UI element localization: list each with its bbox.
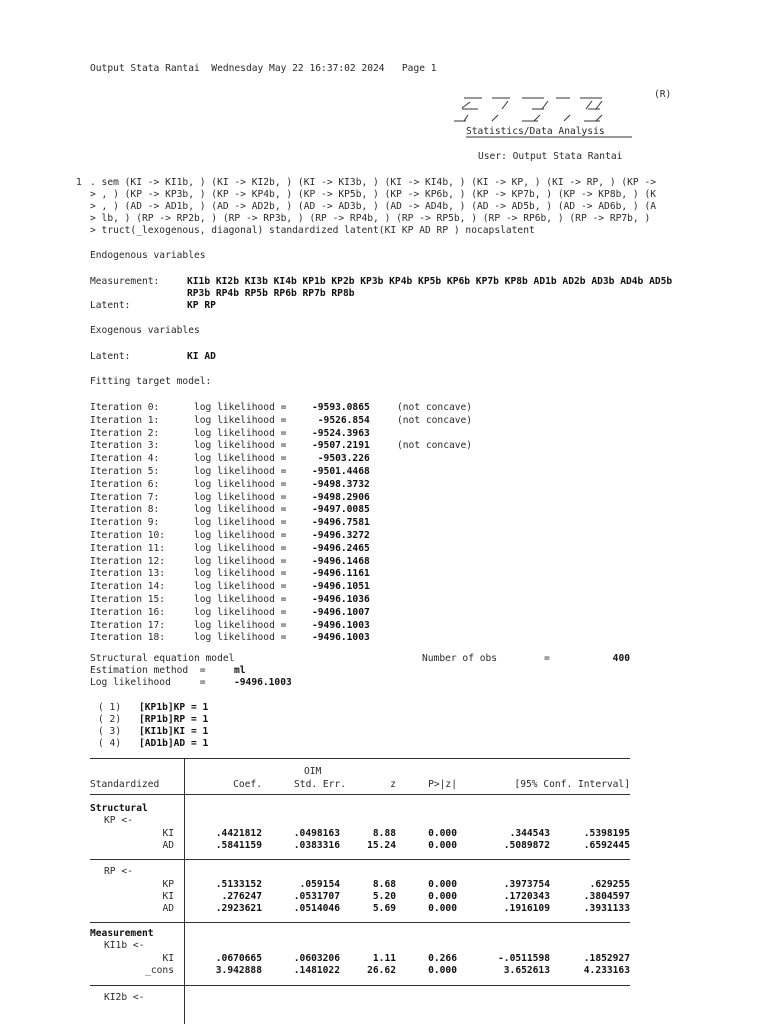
iteration-ll-label: log likelihood = bbox=[194, 466, 287, 477]
iteration-value: -9496.1003 bbox=[312, 632, 370, 644]
ci-upper: .6592445 bbox=[583, 840, 630, 851]
method-label: Estimation method = bbox=[90, 665, 206, 676]
coef-value: .4421812 bbox=[215, 828, 262, 839]
exogenous-latent-label: Latent: bbox=[90, 351, 131, 362]
equation-ki2b: KI2b <- bbox=[104, 992, 145, 1003]
z-value: 8.88 bbox=[372, 828, 396, 839]
iteration-ll-label: log likelihood = bbox=[194, 504, 287, 516]
row-label: KI bbox=[162, 953, 174, 964]
iteration-value: -9503.226 bbox=[312, 453, 370, 465]
ci-lower: -.0511598 bbox=[498, 953, 550, 964]
iteration-label: Iteration 8: bbox=[90, 504, 160, 516]
row-label: KP bbox=[162, 879, 174, 890]
header-rule bbox=[90, 794, 630, 795]
se-value: .0498163 bbox=[293, 828, 340, 839]
iteration-value: -9498.2906 bbox=[312, 491, 370, 503]
iteration-ll-label: log likelihood = bbox=[194, 517, 287, 529]
ll-value: -9496.1003 bbox=[234, 677, 292, 688]
se-value: .0531707 bbox=[293, 891, 340, 902]
header-standardized: Standardized bbox=[90, 779, 160, 790]
method-value: ml bbox=[234, 665, 246, 676]
constraint-num: ( 4) bbox=[98, 738, 122, 749]
row-label: AD bbox=[162, 903, 174, 914]
exogenous-latent-vars: KI AD bbox=[187, 351, 216, 362]
rule-after-rp bbox=[90, 922, 630, 923]
section-measurement: Measurement bbox=[90, 928, 154, 939]
se-value: .0383316 bbox=[293, 840, 340, 851]
section-structural: Structural bbox=[90, 803, 148, 814]
coef-value: .276247 bbox=[221, 891, 262, 902]
endogenous-latent-vars: KP RP bbox=[187, 300, 216, 311]
command-line: > , ) (KP -> KP3b, ) (KP -> KP4b, ) (KP -> KP5b, ) (KP -> KP6b, ) (KP -> KP7b, ) (KP -> KP8b, ) (K bbox=[90, 189, 657, 200]
iteration-note: (not concave) bbox=[397, 414, 473, 426]
ci-lower: .1916109 bbox=[503, 903, 550, 914]
row-label: KI bbox=[162, 891, 174, 902]
coef-value: .5841159 bbox=[215, 840, 262, 851]
iteration-note: (not concave) bbox=[397, 402, 473, 413]
iteration-label: Iteration 18: bbox=[90, 632, 166, 644]
z-value: 1.11 bbox=[372, 953, 396, 964]
user-line: User: Output Stata Rantai bbox=[478, 151, 623, 162]
p-value: 0.000 bbox=[428, 828, 457, 839]
iteration-label: Iteration 5: bbox=[90, 466, 160, 477]
iteration-ll-label: log likelihood = bbox=[194, 440, 287, 452]
command-line: > lb, ) (RP -> RP2b, ) (RP -> RP3b, ) (RP -> RP4b, ) (RP -> RP5b, ) (RP -> RP6b, ) (RP -> RP7b, ) bbox=[90, 213, 651, 224]
header-z: z bbox=[390, 779, 396, 790]
iteration-ll-label: log likelihood = bbox=[194, 478, 287, 490]
constraint-num: ( 2) bbox=[98, 714, 122, 725]
equation-rp: RP <- bbox=[104, 866, 133, 877]
ci-lower: .344543 bbox=[509, 828, 550, 839]
constraint-text: [KI1b]KI = 1 bbox=[139, 726, 209, 737]
iteration-ll-label: log likelihood = bbox=[194, 632, 287, 644]
iteration-label: Iteration 4: bbox=[90, 453, 160, 465]
iteration-value: -9496.1161 bbox=[312, 568, 370, 580]
iteration-ll-label: log likelihood = bbox=[194, 530, 287, 541]
p-value: 0.000 bbox=[428, 840, 457, 851]
row-label: _cons bbox=[145, 965, 174, 976]
iteration-ll-label: log likelihood = bbox=[194, 427, 287, 439]
endogenous-title: Endogenous variables bbox=[90, 250, 206, 261]
iteration-value: -9507.2191 bbox=[312, 440, 370, 452]
iteration-ll-label: log likelihood = bbox=[194, 453, 287, 465]
nobs-label: Number of obs bbox=[422, 653, 498, 664]
endogenous-latent-label: Latent: bbox=[90, 300, 131, 311]
constraint-text: [AD1b]AD = 1 bbox=[139, 738, 209, 749]
iteration-label: Iteration 16: bbox=[90, 606, 166, 618]
iteration-value: -9496.1003 bbox=[312, 619, 370, 631]
header-coef: Coef. bbox=[233, 779, 262, 790]
iteration-label: Iteration 17: bbox=[90, 619, 166, 631]
nobs-value: 400 bbox=[612, 653, 630, 664]
coef-value: .5133152 bbox=[215, 879, 262, 890]
iteration-value: -9526.854 bbox=[312, 414, 370, 426]
iteration-value: -9524.3963 bbox=[312, 427, 370, 439]
iteration-value: -9496.1468 bbox=[312, 555, 370, 567]
iteration-value: -9497.0085 bbox=[312, 504, 370, 516]
ll-label: Log likelihood = bbox=[90, 677, 206, 688]
constraint-num: ( 3) bbox=[98, 726, 122, 737]
ci-upper: .629255 bbox=[589, 879, 630, 890]
measurement-vars: KI1b KI2b KI3b KI4b KP1b KP2b KP3b KP4b KP5b KP6b KP7b KP8b AD1b AD2b AD3b AD4b AD5b bbox=[187, 276, 673, 287]
iteration-value: -9496.1007 bbox=[312, 606, 370, 618]
z-value: 15.24 bbox=[367, 840, 396, 851]
iteration-label: Iteration 10: bbox=[90, 530, 166, 541]
p-value: 0.000 bbox=[428, 879, 457, 890]
iteration-ll-label: log likelihood = bbox=[194, 414, 287, 426]
coef-value: .0670665 bbox=[215, 953, 262, 964]
iteration-label: Iteration 14: bbox=[90, 581, 166, 593]
measurement-label: Measurement: bbox=[90, 276, 160, 287]
iteration-label: Iteration 1: bbox=[90, 414, 160, 426]
measurement-vars-cont: RP3b RP4b RP5b RP6b RP7b RP8b bbox=[187, 288, 355, 299]
iteration-label: Iteration 11: bbox=[90, 542, 166, 554]
iteration-label: Iteration 0: bbox=[90, 402, 160, 413]
iteration-label: Iteration 12: bbox=[90, 555, 166, 567]
registered-mark: (R) bbox=[654, 89, 672, 100]
nobs-equals: = bbox=[544, 653, 550, 664]
iteration-note: (not concave) bbox=[397, 440, 473, 452]
p-value: 0.000 bbox=[428, 965, 457, 976]
se-value: .0603206 bbox=[293, 953, 340, 964]
ci-lower: 3.652613 bbox=[503, 965, 550, 976]
se-value: .0514046 bbox=[293, 903, 340, 914]
constraint-text: [RP1b]RP = 1 bbox=[139, 714, 209, 725]
row-label: AD bbox=[162, 840, 174, 851]
iteration-value: -9498.3732 bbox=[312, 478, 370, 490]
coef-value: 3.942888 bbox=[215, 965, 262, 976]
iteration-ll-label: log likelihood = bbox=[194, 491, 287, 503]
oim-header: OIM bbox=[304, 766, 322, 777]
iteration-ll-label: log likelihood = bbox=[194, 581, 287, 593]
fitting-title: Fitting target model: bbox=[90, 376, 212, 387]
command-line: . sem (KI -> KI1b, ) (KI -> KI2b, ) (KI -> KI3b, ) (KI -> KI4b, ) (KI -> KP, ) (KI -> RP, ) (KP -> bbox=[90, 177, 657, 188]
table-top-rule bbox=[90, 758, 630, 759]
iteration-value: -9501.4468 bbox=[312, 466, 370, 477]
se-value: .059154 bbox=[299, 879, 340, 890]
ci-lower: .3973754 bbox=[503, 879, 550, 890]
command-line: > truct(_lexogenous, diagonal) standardized latent(KI KP AD RP ) nocapslatent bbox=[90, 225, 535, 236]
ci-lower: .1720343 bbox=[503, 891, 550, 902]
model-title: Structural equation model bbox=[90, 653, 235, 664]
coef-value: .2923621 bbox=[215, 903, 262, 914]
p-value: 0.000 bbox=[428, 903, 457, 914]
iteration-ll-label: log likelihood = bbox=[194, 542, 287, 554]
command-number: 1 bbox=[76, 177, 82, 188]
iteration-value: -9496.1051 bbox=[312, 581, 370, 593]
iteration-label: Iteration 15: bbox=[90, 594, 166, 605]
exogenous-title: Exogenous variables bbox=[90, 325, 200, 336]
z-value: 26.62 bbox=[367, 965, 396, 976]
iteration-ll-label: log likelihood = bbox=[194, 594, 287, 605]
iteration-ll-label: log likelihood = bbox=[194, 606, 287, 618]
constraint-num: ( 1) bbox=[98, 702, 122, 713]
iteration-value: -9496.1036 bbox=[312, 594, 370, 605]
page-header: Output Stata Rantai Wednesday May 22 16:37:02 2024 Page 1 bbox=[90, 63, 437, 74]
rule-after-kp bbox=[90, 859, 630, 860]
iteration-ll-label: log likelihood = bbox=[194, 402, 287, 413]
z-value: 5.69 bbox=[372, 903, 396, 914]
equation-ki1b: KI1b <- bbox=[104, 940, 145, 951]
z-value: 5.20 bbox=[372, 891, 396, 902]
ci-upper: .3804597 bbox=[583, 891, 630, 902]
product-name: Statistics/Data Analysis bbox=[466, 126, 605, 137]
row-label: KI bbox=[162, 828, 174, 839]
constraint-text: [KP1b]KP = 1 bbox=[139, 702, 209, 713]
command-line: > , ) (AD -> AD1b, ) (AD -> AD2b, ) (AD -> AD3b, ) (AD -> AD4b, ) (AD -> AD5b, ) (AD -> AD6b, ) (A bbox=[90, 201, 657, 212]
p-value: 0.000 bbox=[428, 891, 457, 902]
iteration-value: -9496.7581 bbox=[312, 517, 370, 529]
header-p: P>|z| bbox=[428, 779, 457, 790]
iteration-label: Iteration 9: bbox=[90, 517, 160, 529]
iteration-label: Iteration 6: bbox=[90, 478, 160, 490]
iteration-label: Iteration 13: bbox=[90, 568, 166, 580]
iteration-value: -9496.3272 bbox=[312, 530, 370, 541]
iteration-label: Iteration 3: bbox=[90, 440, 160, 452]
iteration-ll-label: log likelihood = bbox=[194, 619, 287, 631]
iteration-ll-label: log likelihood = bbox=[194, 568, 287, 580]
ci-upper: .3931133 bbox=[583, 903, 630, 914]
iteration-ll-label: log likelihood = bbox=[194, 555, 287, 567]
equation-kp: KP <- bbox=[104, 815, 133, 826]
ci-upper: 4.233163 bbox=[583, 965, 630, 976]
header-ci: [95% Conf. Interval] bbox=[514, 779, 630, 790]
ci-lower: .5089872 bbox=[503, 840, 550, 851]
z-value: 8.68 bbox=[372, 879, 396, 890]
iteration-label: Iteration 7: bbox=[90, 491, 160, 503]
rule-after-ki1b bbox=[90, 985, 630, 986]
ci-upper: .5398195 bbox=[583, 828, 630, 839]
ci-upper: .1852927 bbox=[583, 953, 630, 964]
iteration-label: Iteration 2: bbox=[90, 427, 160, 439]
iteration-value: -9593.0865 bbox=[312, 402, 370, 413]
p-value: 0.266 bbox=[428, 953, 457, 964]
se-value: .1481022 bbox=[293, 965, 340, 976]
header-se: Std. Err. bbox=[294, 779, 346, 790]
iteration-value: -9496.2465 bbox=[312, 542, 370, 554]
